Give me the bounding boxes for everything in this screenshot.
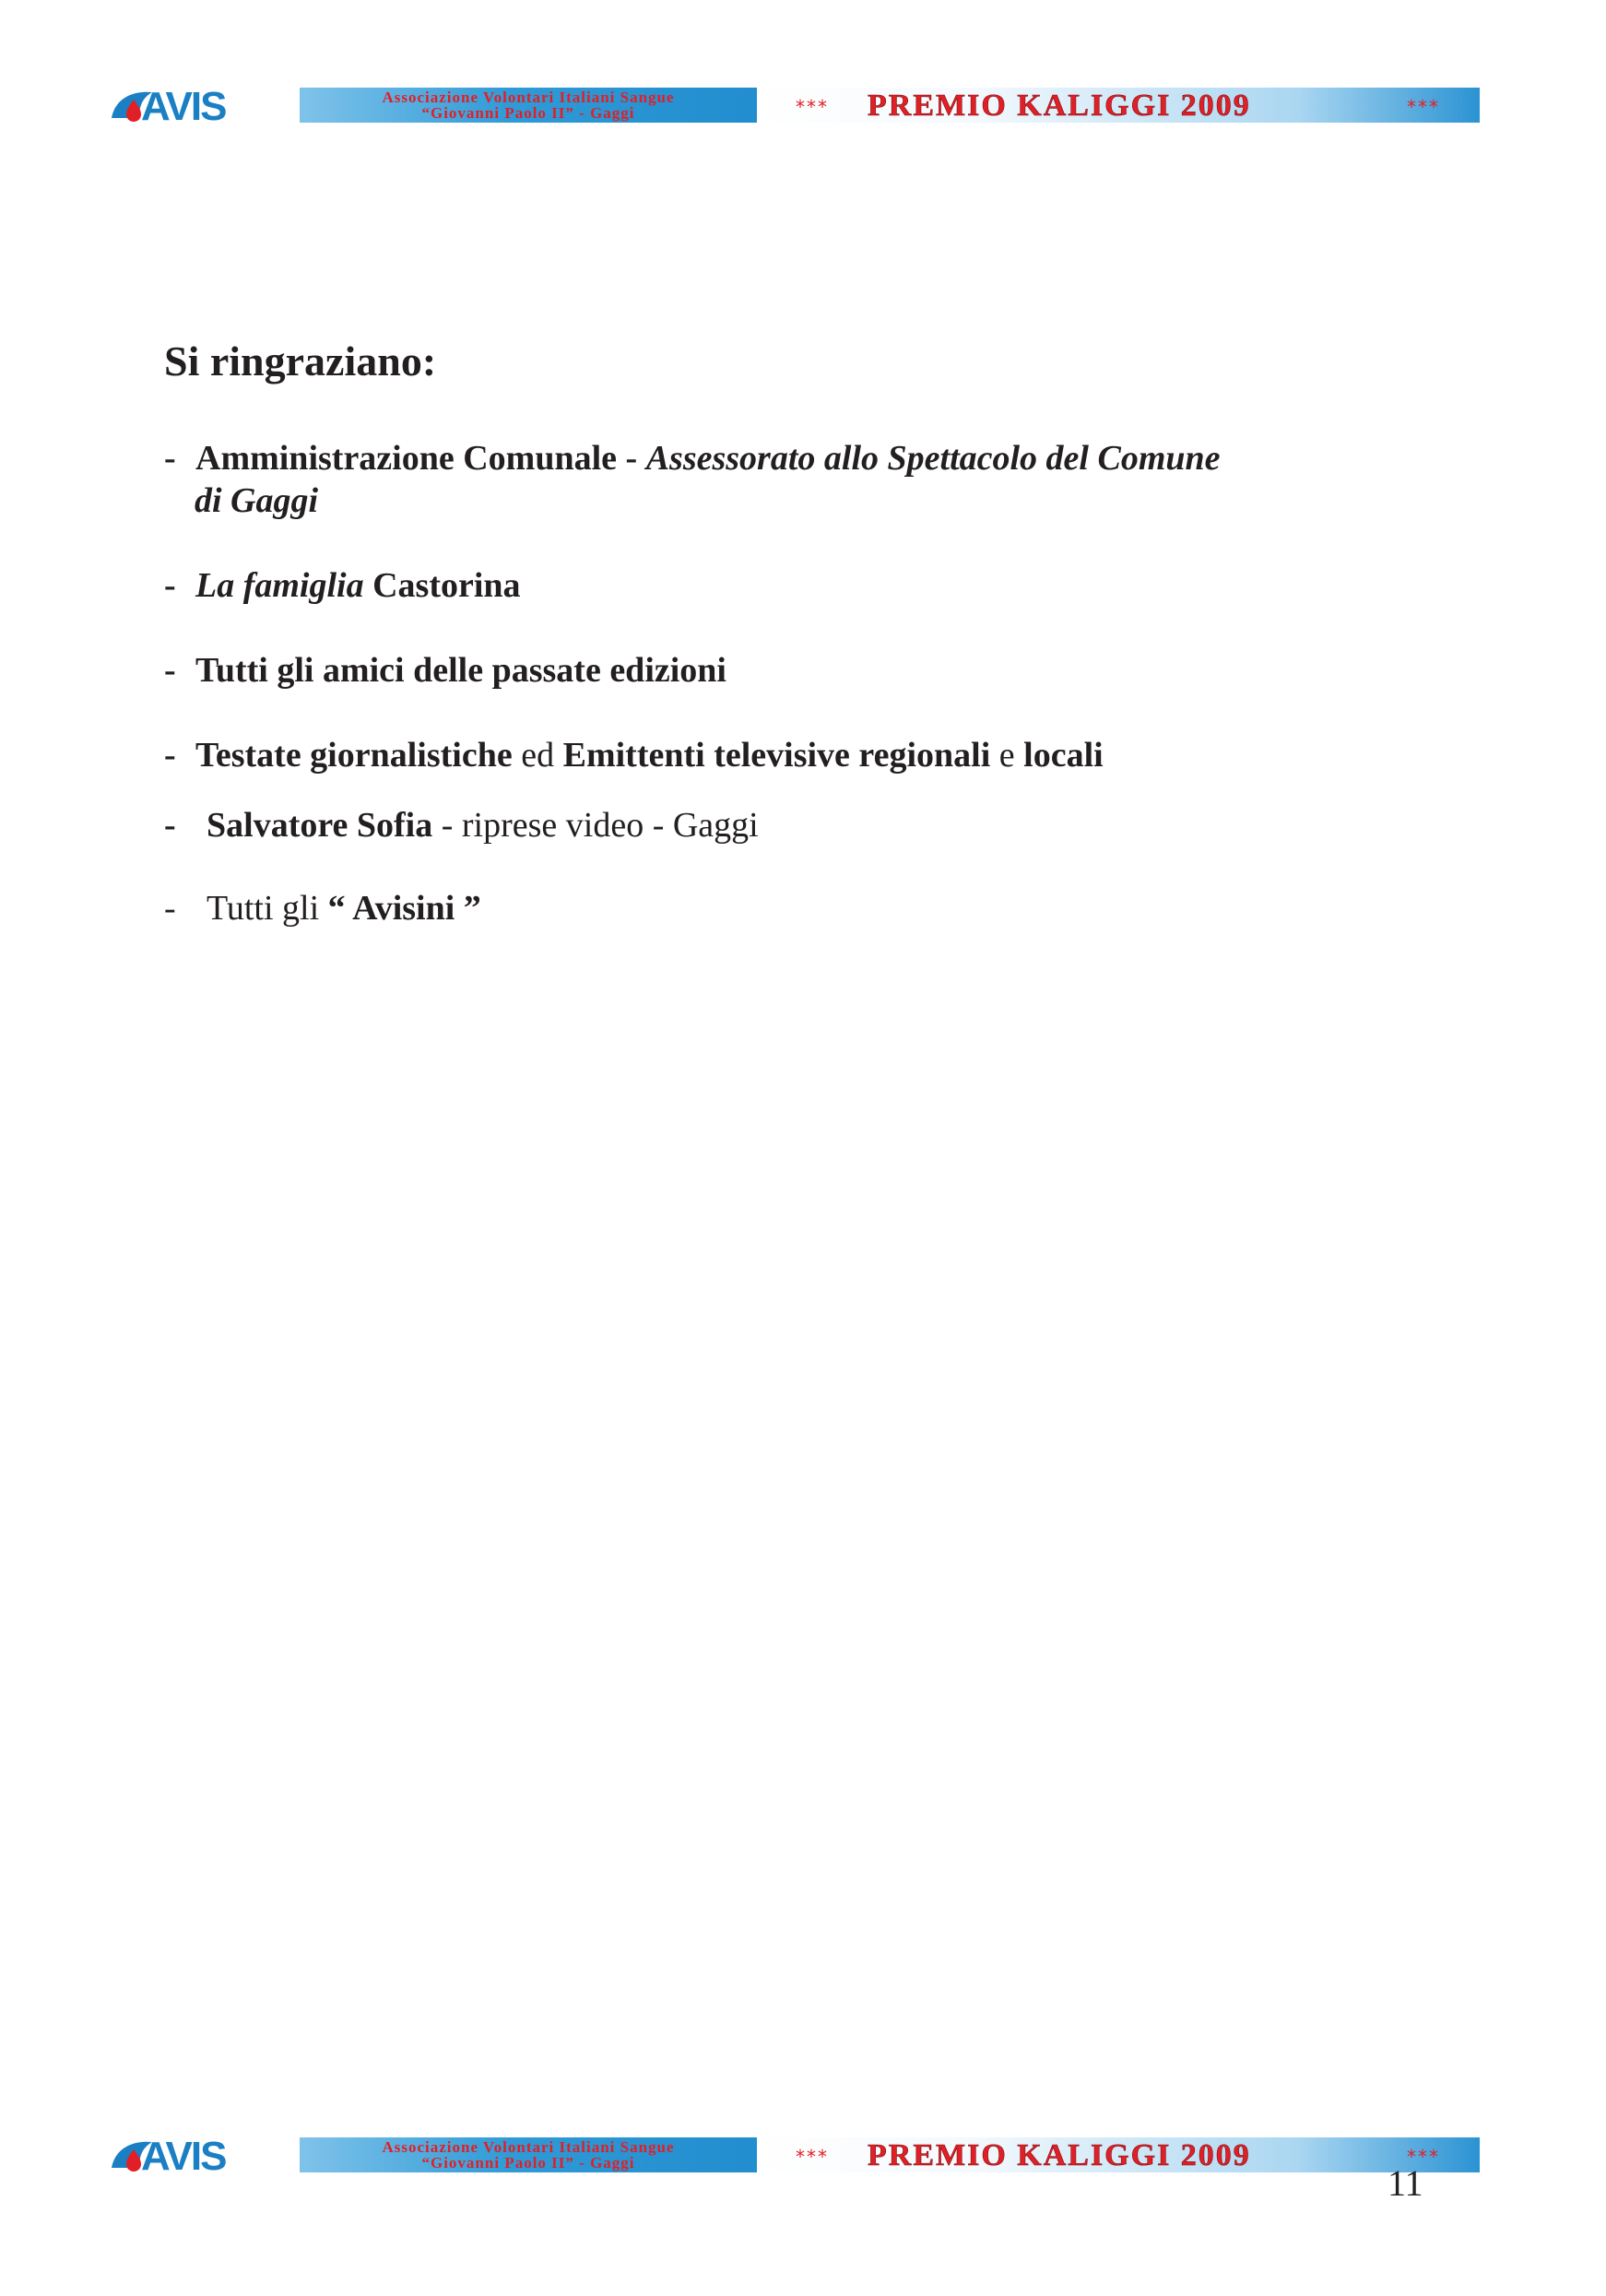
list-dash: - <box>164 439 176 478</box>
association-line-2: “Giovanni Paolo II” - Gaggi <box>421 2154 635 2172</box>
stars-left: *** <box>796 2146 829 2168</box>
page-heading: Si ringraziano: <box>164 337 437 385</box>
association-line-2: “Giovanni Paolo II” - Gaggi <box>421 104 635 122</box>
logo-wordmark: AVIS <box>141 2135 226 2175</box>
premio-strip <box>757 2137 1480 2172</box>
association-line-1: Associazione Volontari Italiani Sangue <box>382 2138 675 2156</box>
item-text-bold: locali <box>1023 736 1104 775</box>
avis-logo <box>106 85 298 125</box>
stars-left: *** <box>796 96 829 118</box>
item-text-bold: Amministrazione Comunale - <box>195 439 638 478</box>
list-item <box>164 804 759 846</box>
item-text-bold: Castorina <box>372 566 521 605</box>
list-item <box>164 649 726 692</box>
page-number: 11 <box>1388 2162 1423 2204</box>
footer-banner <box>106 2135 1480 2175</box>
association-name <box>300 2137 757 2172</box>
item-text-regular: Tutti gli <box>207 889 320 928</box>
list-item <box>164 887 481 929</box>
list-item <box>164 564 521 607</box>
item-text-bold: Emittenti televisive regionali <box>562 736 991 775</box>
list-item-continuation: di Gaggi <box>195 481 319 520</box>
list-dash: - <box>164 889 176 928</box>
item-text-italic: La famiglia <box>195 566 364 605</box>
premio-strip <box>757 88 1480 123</box>
footer-band <box>300 2137 1480 2172</box>
list-dash: - <box>164 651 176 690</box>
list-dash: - <box>164 806 176 845</box>
avis-logo <box>106 2135 298 2175</box>
item-text-italic: Assessorato allo Spettacolo del Comune <box>645 439 1221 478</box>
item-text-bold: “ Avisini ” <box>327 889 481 928</box>
header-banner <box>106 85 1480 125</box>
list-item <box>164 734 1104 776</box>
list-item <box>164 437 1221 479</box>
item-text-bold: Tutti gli amici delle passate edizioni <box>195 651 726 690</box>
item-text-regular: ed <box>521 736 555 775</box>
item-text-bold: Salvatore Sofia <box>207 806 433 845</box>
header-band <box>300 88 1480 123</box>
item-text-regular: e <box>998 736 1015 775</box>
premio-title: PREMIO KALIGGI 2009 <box>868 89 1251 123</box>
list-dash: - <box>164 566 176 605</box>
association-name <box>300 88 757 123</box>
logo-wordmark: AVIS <box>141 85 226 125</box>
item-text-bold: Testate giornalistiche <box>195 736 513 775</box>
list-dash: - <box>164 736 176 775</box>
association-line-1: Associazione Volontari Italiani Sangue <box>382 89 675 106</box>
stars-right: *** <box>1407 2146 1440 2168</box>
premio-title: PREMIO KALIGGI 2009 <box>868 2138 1251 2172</box>
item-text-regular: - riprese video - Gaggi <box>441 806 759 845</box>
stars-right: *** <box>1407 96 1440 118</box>
